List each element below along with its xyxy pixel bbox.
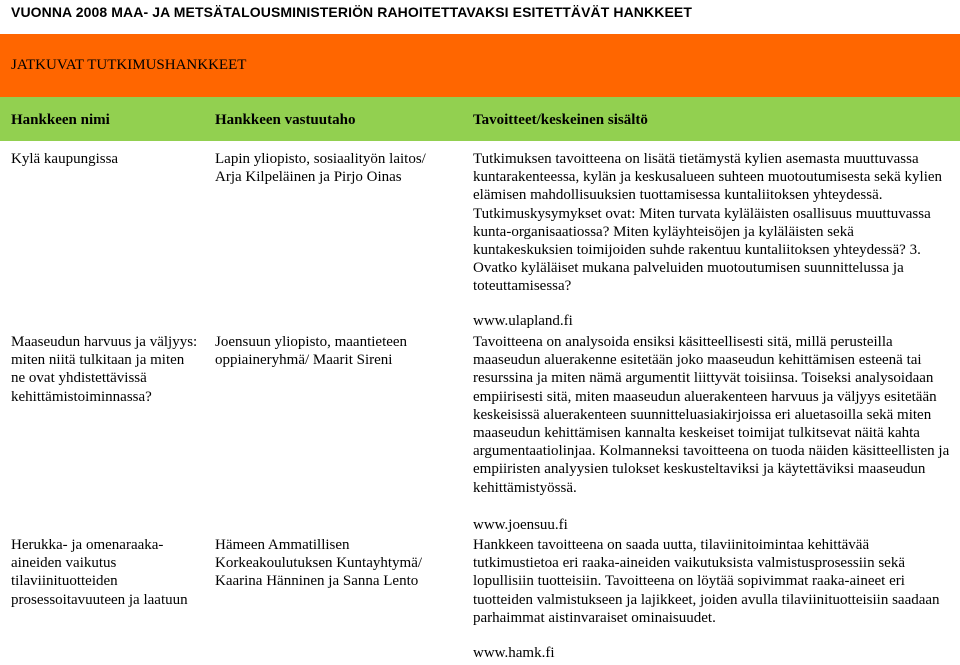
project-name: Herukka- ja omenaraaka-aineiden vaikutus tilaviinituotteiden prosessoitavuuteen ja laatuun [11,537,188,608]
header-goals-content: Tavoitteet/keskeinen sisältö [473,112,648,128]
project-org: Hämeen Ammatillisen Korkeakoulutuksen Kuntayhtymä/ Kaarina Hänninen ja Sanna Lento [215,537,423,590]
project-description: Tavoitteena on analysoida ensiksi käsitteellisesti sitä, millä perusteilla maaseudun aluerakenne esitetään joko maaseudun kehittämisen esteenä tai resurssina ja miten nämä argumentit liittyvät toisiinsa. Toiseksi analysoidaan empiirisesti sitä, miten maaseudun aluerakenteen harvuus ja väljyys esitetään keskeisissä aluerakenteen suunnitteluasiakirjoissa eri aluetasoilla sekä miten maaseudun kehittämisen kannalta keskeiset toimijat tulkitsevat näitä kahta argumentaatiolinjaa. Kolmanneksi tavoitteena on tuoda näiden käsitteellisten ja empiiristen analyysien tulokset keskusteltaviksi ja käytettäviksi maaseudun kehittämistyössä. [473,334,950,496]
project-name: Kylä kaupungissa [11,151,119,167]
project-url[interactable]: www.ulapland.fi [473,313,573,329]
header-project-name: Hankkeen nimi [11,112,110,128]
project-url[interactable]: www.joensuu.fi [473,517,568,533]
project-org: Lapin yliopisto, sosiaalityön laitos/ Arja Kilpeläinen ja Pirjo Oinas [215,151,426,186]
document-title: VUONNA 2008 MAA- JA METSÄTALOUSMINISTERIÖN RAHOITETTAVAKSI ESITETTÄVÄT HANKKEET [11,4,692,20]
section-label: JATKUVAT TUTKIMUSHANKKEET [11,57,247,73]
project-description: Hankkeen tavoitteena on saada uutta, tilaviinitoimintaa kehittävää tutkimustietoa eri raaka-aineiden vaikutuksista valmistusprosessiin sekä lopullisiin tuotteisiin. Tavoitteena on löytää sopivimmat raaka-aineet eri tuotteiden valmistukseen ja lajikkeet, joiden avulla tilaviinituotteisiin saadaan parhaimmat aistinvaraiset ominaisuudet. [473,537,940,626]
project-org: Joensuun yliopisto, maantieteen oppiaineryhmä/ Maarit Sireni [215,334,408,369]
header-responsible-org: Hankkeen vastuutaho [215,112,356,128]
project-name: Maaseudun harvuus ja väljyys: miten niitä tulkitaan ja miten ne ovat yhdistettävissä kehittämistoiminnassa? [11,334,198,405]
project-url[interactable]: www.hamk.fi [473,645,555,661]
project-description: Tutkimuksen tavoitteena on lisätä tietämystä kylien asemasta muuttuvassa kuntarakenteessa, kylän ja keskusalueen suhteen muotoutumisesta sekä kylien elämisen mahdollisuuksien tuottamisessa kuntaliitoksen yhteydessä. Tutkimuskysymykset ovat: Miten turvata kyläläisten osallisuus muuttuvassa kunta-organisaatiossa? Miten kyläyhteisöjen ja kyläläisten sekä kuntakeskuksien toimijoiden suhde rakentuu kuntaliitoksen yhteydessä? 3. Ovatko kyläläiset mukana palveluiden muotoutumisen suunnittelussa ja toteuttamisessa? [473,151,943,295]
